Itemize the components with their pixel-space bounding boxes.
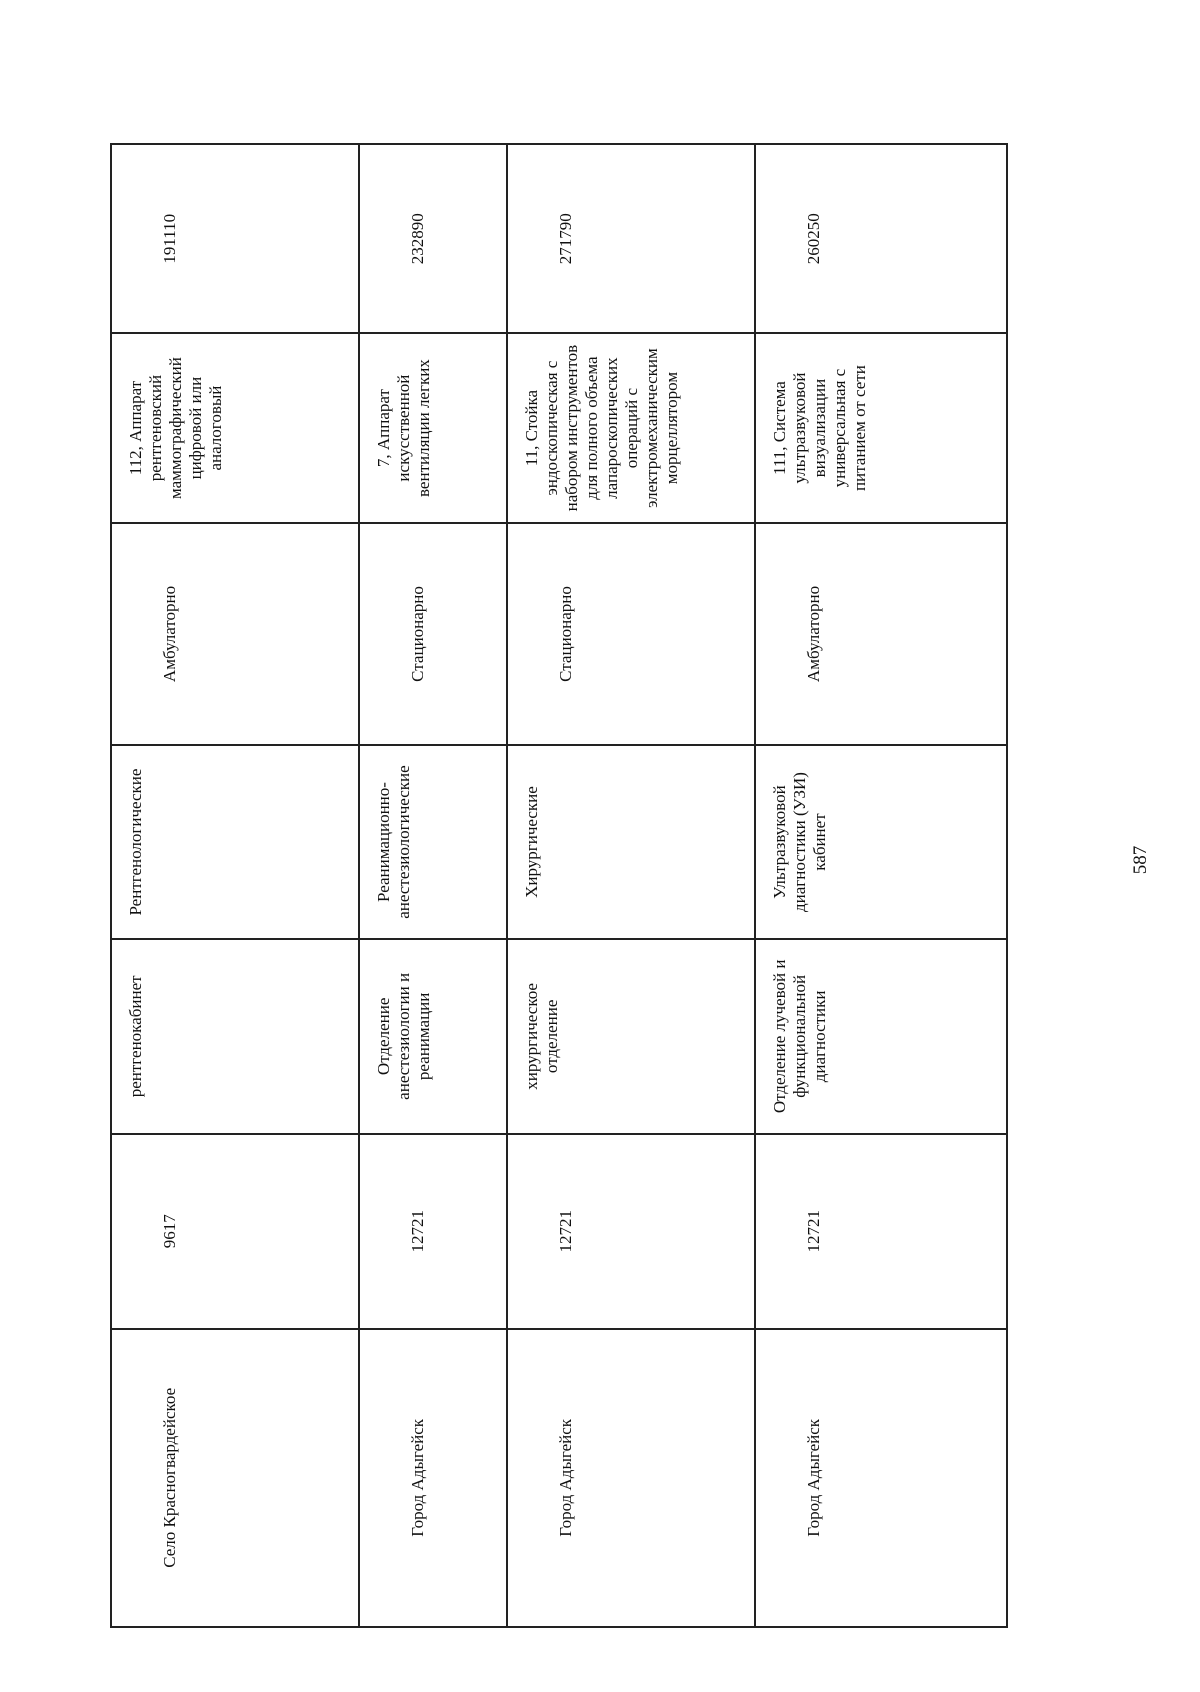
cell-cost: 232890 xyxy=(359,144,507,333)
cell-cost: 191110 xyxy=(111,144,359,333)
page-number: 587 xyxy=(1130,845,1151,875)
cell-condition: Амбулаторно xyxy=(755,523,1007,745)
cell-cost: 271790 xyxy=(507,144,755,333)
cell-profile: Реанимационно-анестезиологические xyxy=(359,745,507,939)
cell-department: Отделение лучевой и функциональной диагностики xyxy=(755,939,1007,1134)
equipment-table xyxy=(110,143,1008,1628)
cell-population: 12721 xyxy=(507,1134,755,1329)
cell-settlement: Село Красногвардейское xyxy=(111,1329,359,1627)
cell-equipment: 111, Система ультразвуковой визуализации универсальная с питанием от сети xyxy=(755,333,1007,522)
cell-population: 12721 xyxy=(755,1134,1007,1329)
cell-department: рентгенокабинет xyxy=(111,939,359,1134)
cell-profile: Рентгенологические xyxy=(111,745,359,939)
table-row xyxy=(507,144,755,1627)
table-row xyxy=(111,144,359,1627)
cell-settlement: Город Адыгейск xyxy=(755,1329,1007,1627)
cell-settlement: Город Адыгейск xyxy=(359,1329,507,1627)
cell-equipment: 112, Аппарат рентгеновский маммографический цифровой или аналоговый xyxy=(111,333,359,522)
cell-population: 12721 xyxy=(359,1134,507,1329)
cell-condition: Стационарно xyxy=(507,523,755,745)
cell-department: хирургическое отделение xyxy=(507,939,755,1134)
cell-equipment: 11, Стойка эндоскопическая с набором инструментов для полного объема лапароскопических операций с электромеханическим морцеллятором xyxy=(507,333,755,522)
cell-equipment: 7, Аппарат искусственной вентиляции легких xyxy=(359,333,507,522)
cell-condition: Стационарно xyxy=(359,523,507,745)
cell-cost: 260250 xyxy=(755,144,1007,333)
cell-profile: Ультразвуковой диагностики (УЗИ) кабинет xyxy=(755,745,1007,939)
rotated-table-container xyxy=(110,143,1006,1628)
cell-condition: Амбулаторно xyxy=(111,523,359,745)
cell-population: 9617 xyxy=(111,1134,359,1329)
cell-settlement: Город Адыгейск xyxy=(507,1329,755,1627)
table-row xyxy=(755,144,1007,1627)
cell-profile: Хирургические xyxy=(507,745,755,939)
table-row xyxy=(359,144,507,1627)
cell-department: Отделение анестезиологии и реанимации xyxy=(359,939,507,1134)
